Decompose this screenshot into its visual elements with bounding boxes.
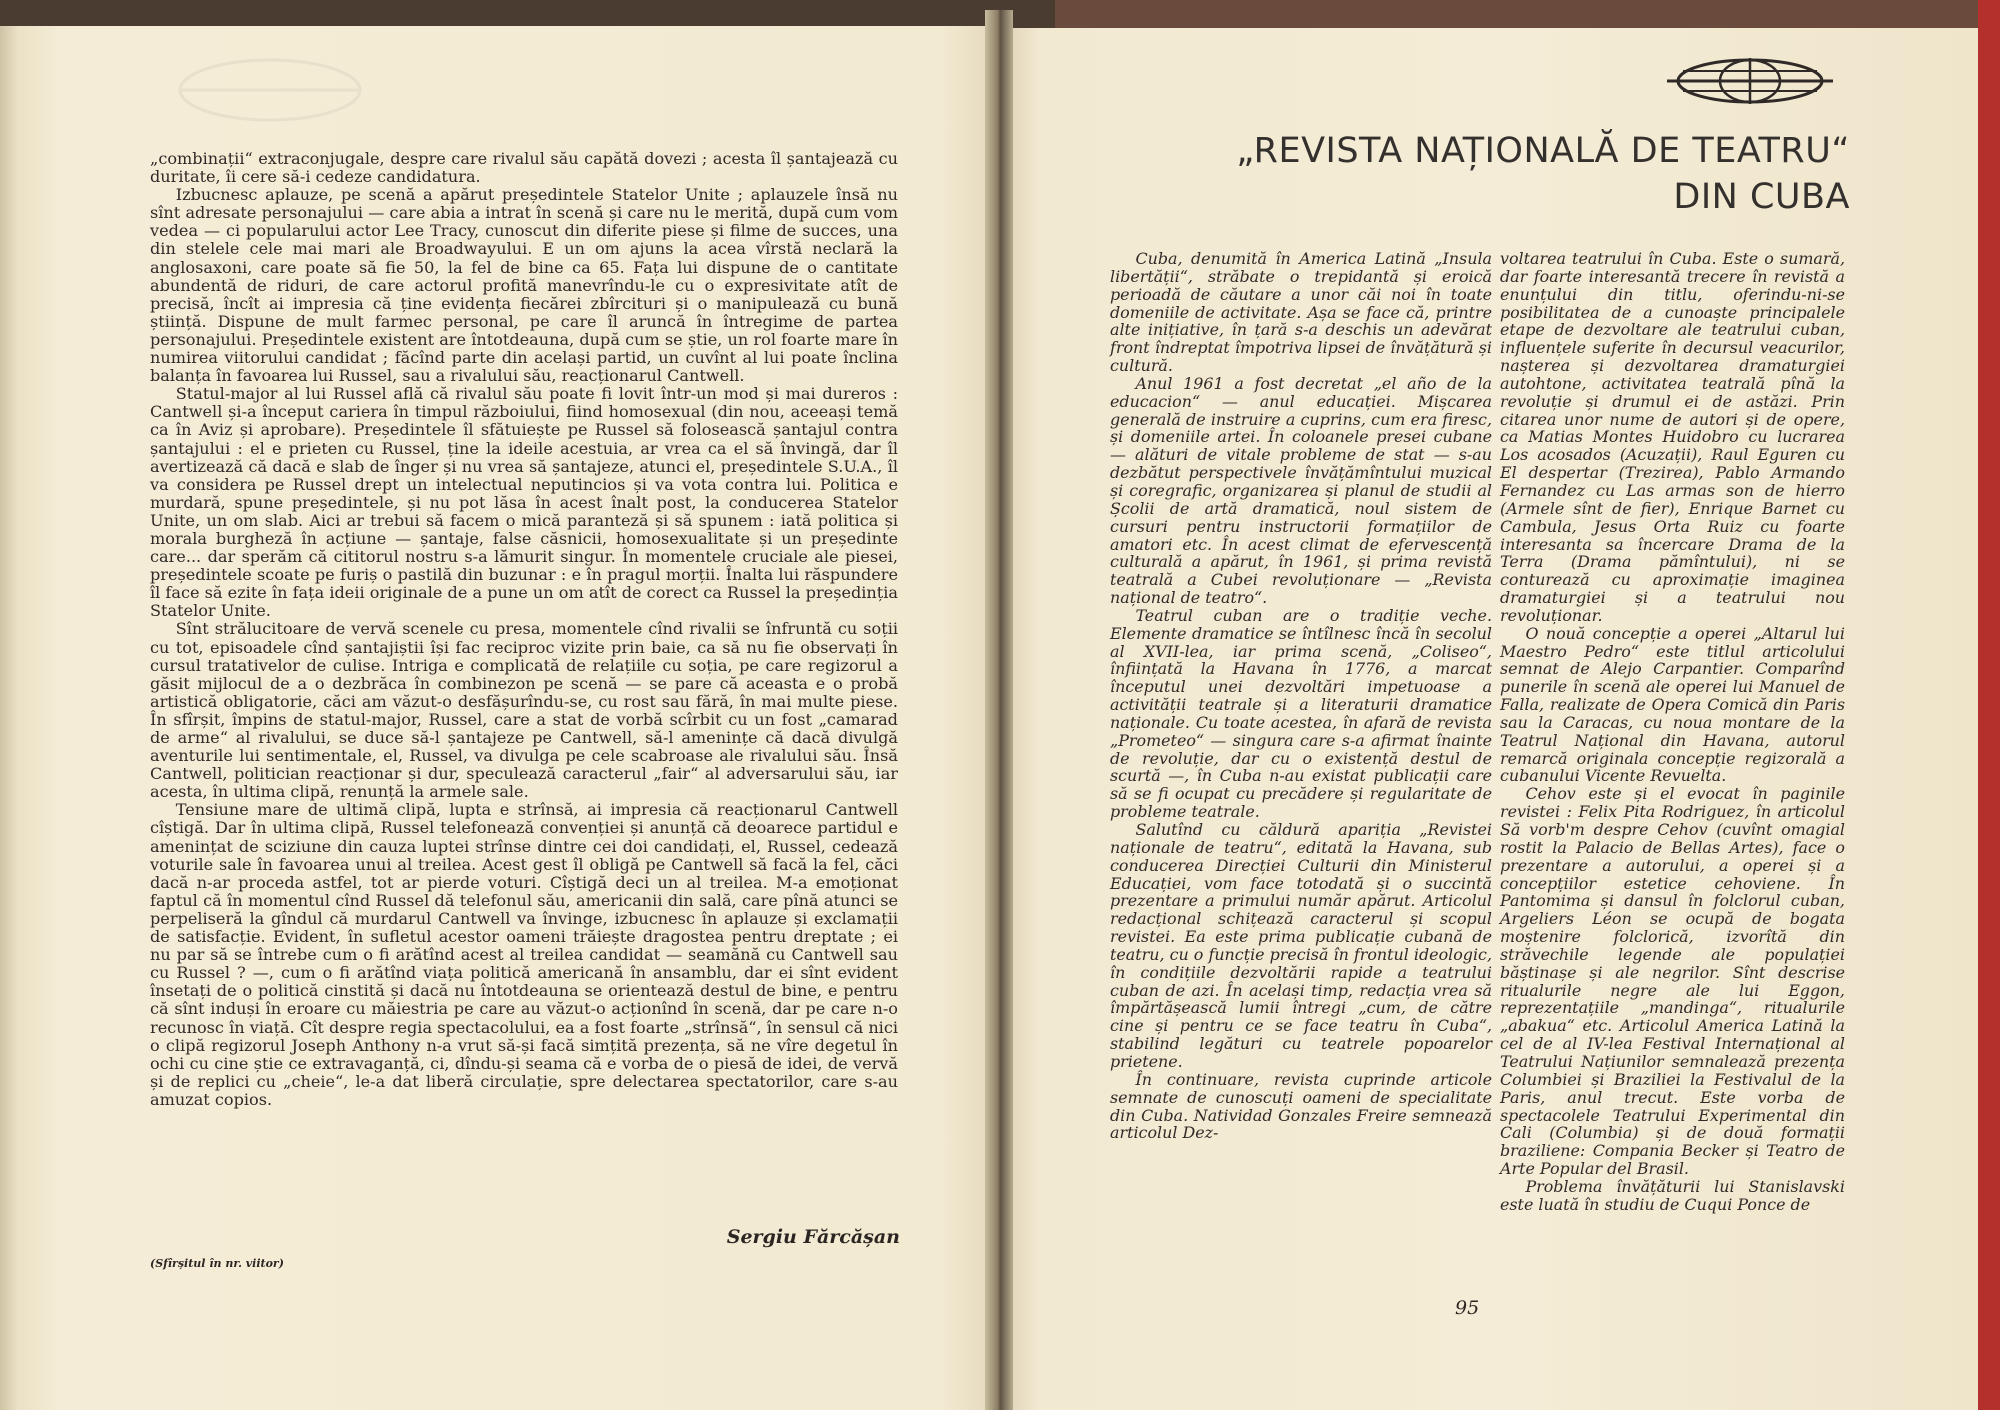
right-column-2 <box>1500 250 1845 1214</box>
paragraph: „combinații“ extraconjugale, despre care rivalul său capătă dovezi ; acesta îl șantajează cu duritate, îi cere să-i cedeze candidatura. <box>150 149 898 187</box>
paragraph: Teatrul cuban are o tradiție veche. Elemente dramatice se întîlnesc încă în secolul al XVII-lea, iar prima scenă, „Coliseo“, înființată la Havana în 1776, a marcat începutul unei dezvoltări impetuoase a activității teatrale și a literaturii dramatice naționale. Cu toate acestea, în afară de revista „Prometeo“ — singura care s-a afirmat înainte de revoluție, dar cu o existență destul de scurtă —, în Cuba n-au existat publicații care să se fi ocupat cu precădere și regularitate de probleme teatrale. <box>1110 605 1492 822</box>
book-gutter <box>985 10 1013 1410</box>
paragraph: Cehov este și el evocat în paginile revistei : Felix Pita Rodriguez, în articolul Să vorb'm despre Cehov (cuvînt omagial rostit la Palacio de Bellas Artes), face o prezentare a autorului, a operei și a concepțiilor estetice cehoviene. În Pantomima și dansul în folclorul cuban, Argeliers Léon se ocupă de bogata moștenire folclorică, izvorîtă din străvechile legende ale populației băștinașe și ale negrilor. Sînt descrise ritualurile negre ale lui Eggon, reprezentațiile „mandinga“, ritualurile „abakua“ etc. Articolul America Latină la cel de al IV-lea Festival Internațional al Teatrului Națiunilor semnalează prezența Columbiei și Braziliei la Festivalul de la Paris, anul trecut. Este vorba de spectacolele Teatrului Experimental din Cali (Columbia) și de două formații braziliene: Compania Becker și Teatro de Arte Popular del Brasil. <box>1500 784 1845 1179</box>
book-cover-spine <box>1978 0 2000 1410</box>
left-article-text <box>150 150 898 1109</box>
paragraph: Sînt strălucitoare de vervă scenele cu presa, momentele cînd rivalii se înfruntă cu soții cu tot, episoadele cînd șantajiștii își fac reciproc vizite prin baie, ca să nu fie observați în cursul tratativelor de culise. Intriga e complicată de relațiile cu soția, pe care regizorul a găsit mijlocul de a o dezbrăca în combinezon pe scenă — se pare că aceasta e o probă artistică obligatorie, căci am văzut-o desfășurîndu-se, cu rost sau fără, în mai multe piese. În sfîrșit, împins de statul-major, Russel, care a stat de vorbă scîrbit cu un fost „camarad de arme“ al rivalului, se duce să-l șantajeze pe Cantwell, să-l amenințe că dacă divulgă aventurile lui sentimentale, el, Russel, va divulga pe cele scabroase ale rivalului său. Însă Cantwell, politician reacționar și dur, speculează caracterul „fair“ al adversarului său, iar acesta, în ultima clipă, renunță la armele sale. <box>150 619 898 802</box>
article-title <box>1205 128 1850 220</box>
globe-emblem-icon <box>1665 56 1835 106</box>
paragraph: Izbucnesc aplauze, pe scenă a apărut președintele Statelor Unite ; aplauzele însă nu sînt adresate personajului — care abia a intrat în scenă și care nu le merită, după cum vom vedea — ci popularului actor Lee Tracy, cunoscut din diferite piese și filme de succes, una din stelele cele mai mari ale Broadwayului. E un om ajuns la acea vîrstă neclară la anglosaxoni, care poate să fie 50, la fel de bine ca 65. Fața lui dispune de o cantitate abundentă de riduri, de care actorul profită manevrîndu-le cu o expresivitate atît de precisă, încît ai impresia că ține evidența fiecărei zbîrcituri și o manipulează cu bună știință. Dispune de mult farmec personal, pe care îl aruncă în întregime de partea personajului. Președintele existent are întotdeauna, după cum se știe, un rol foarte mare în numirea viitorului candidat ; făcînd parte din același partid, un cuvînt al lui poate înclina balanța în favoarea lui Russel, sau a rivalului său, reacționarul Cantwell. <box>150 185 898 386</box>
paragraph: Cuba, denumită în America Latină „Insula libertății“, străbate o trepidantă și eroică perioadă de căutare a unor căi noi în toate domeniile de activitate. Așa se face că, printre alte inițiative, în țară s-a deschis un adevărat front îndreptat împotriva lipsei de învățătură și cultură. <box>1110 249 1492 376</box>
right-column-1 <box>1110 250 1492 1142</box>
page-number: 95 <box>1455 1297 1480 1319</box>
title-line-2: DIN CUBA <box>1673 177 1850 217</box>
paragraph: În continuare, revista cuprinde articole semnate de cunoscuți oameni de specialitate din Cuba. Natividad Gonzales Freire semnează articolul Dez- <box>1110 1069 1492 1143</box>
paragraph: Tensiune mare de ultimă clipă, lupta e strînsă, ai impresia că reacționarul Cantwell cîștigă. Dar în ultima clipă, Russel telefonează convenției și anunță că deoarece partidul e amenințat de sciziune din cauza luptei strînse dintre cei doi candidați, el, Russel, cedează voturile sale în favoarea unui al treilea. Acest gest îl obligă pe Cantwell să facă la fel, căci dacă n-ar proceda astfel, tot ar pierde voturi. Cîștigă deci un al treilea. M-a emoționat faptul că în momentul cînd Russel dă telefonul său, americanii din sală, care pînă atunci se perpeliseră la gîndul că murdarul Cantwell va învinge, izbucnesc în aplauze și exclamații de satisfacție. Evident, în sufletul acestor oameni trăiește dragostea pentru dreptate ; ei nu par să se întrebe cum o fi arătînd acest al treilea candidat — seamănă cu Cantwell sau cu Russel ? —, cum o fi arătînd viața politică americană în ansamblu, dar ei sînt evident însetați de o politică cinstită și dacă nu întotdeauna se orientează destul de bine, e pentru că sînt induși în eroare cu măiestria pe care au văzut-o acționînd în scenă, dar pe care n-o recunosc în viață. Cît despre regia spectacolului, ea a fost foarte „strînsă“, în sensul că nici o clipă regizorul Joseph Anthony n-a vrut să-și facă simțită prezența, să ne vîre degetul în ochi cu cine știe ce extravaganță, ci, dîndu-și seama că e vorba de o piesă de idei, de vervă și de replici cu „cheie“, le-a dat liberă circulație, spre delectarea spectatorilor, care s-au amuzat copios. <box>150 800 898 1109</box>
continued-note: (Sfîrșitul în nr. viitor) <box>150 1257 284 1270</box>
author-signature: Sergiu Fărcășan <box>726 1226 900 1248</box>
paragraph: Anul 1961 a fost decretat „el año de la educacion“ — anul educației. Mișcarea generală de instruire a cuprins, cum era firesc, și domeniile artei. În coloanele presei cubane — alături de vitale probleme de stat — s-au dezbătut perspectivele învățămîntului muzical și coregrafic, organizarea și planul de studii al Școlii de artă dramatică, noul sistem de cursuri pentru instructorii formațiilor de amatori etc. În acest climat de efervescență culturală a apărut, în 1961, și prima revistă teatrală a Cubei revoluționare — „Revista național de teatro“. <box>1110 373 1492 608</box>
paragraph: O nouă concepție a operei „Altarul lui Maestro Pedro“ este titlul articolului semnat de Alejo Carpantier. Comparînd punerile în scenă ale operei lui Manuel de Falla, realizate de Opera Comică din Paris sau la Caracas, cu noua montare de la Teatrul Național din Havana, autorul remarcă originala concepție regizorală a cubanului Vicente Revuelta. <box>1500 623 1845 786</box>
paragraph: Statul-major al lui Russel află că rivalul său poate fi lovit într-un mod și mai dureros : Cantwell și-a început cariera în timpul războiului, fiind homosexual (din nou, aceeași temă ca în Aviz și aprobare). Președintele îl sfătuiește pe Russel să folosească șantajul contra șantajului : el e prieten cu Russel, ține la ideile acestuia, ar vrea ca el să învingă, dar îl avertizează că dacă e slab de înger și nu vrea să șantajeze, atunci el, președintele S.U.A., îl va considera pe Russel drept un intelectual neputincios și va vota contra lui. Politica e murdară, spune președintele, și nu pot lăsa în acest înalt post, la conducerea Statelor Unite, un om slab. Aici ar trebui să facem o mică paranteză și să spunem : iată politica și morala burgheză în acțiune — șantaje, false căsnicii, homosexualitate și un președinte care... dar sperăm că cititorul nostru s-a lămurit singur. În momentele cruciale ale piesei, președintele scoate pe furiș o pastilă din buzunar : e în pragul morții. Înalta lui răspundere îl face să ezite în fața ideii originale de a pune un om atît de corect ca Russel la președinția Statelor Unite. <box>150 384 898 621</box>
faint-emblem-icon <box>175 55 365 125</box>
title-line-1: „REVISTA NAȚIONALĂ DE TEATRU“ <box>1236 131 1850 171</box>
paragraph: voltarea teatrului în Cuba. Este o sumară, dar foarte interesantă trecere în revistă a enunțului din titlu, oferindu-ni-se posibilitatea de a cunoaște principalele etape de dezvoltare ale teatrului cuban, influențele suferite în decursul veacurilor, nașterea și dezvoltarea dramaturgiei autohtone, activitatea teatrală pînă la revoluție și drumul ei de astăzi. Prin citarea unor nume de autori și de opere, ca Matias Montes Huidobro cu lucrarea Los acosados (Acuzații), Raul Eguren cu El despertar (Trezirea), Pablo Armando Fernandez cu Las armas son de hierro (Armele sînt de fier), Enrique Barnet cu Cambula, Jesus Orta Ruiz cu foarte interesanta sa încercare Drama de la Terra (Drama pămîntului), ni se conturează cu aproximație imaginea dramaturgiei și a teatrului nou revoluționar. <box>1500 249 1845 625</box>
paragraph: Salutînd cu căldură apariția „Revistei naționale de teatru“, editată la Havana, sub conducerea Direcției Culturii din Ministerul Educației, vom face totodată și o succintă prezentare a primului număr apărut. Articolul redacțional schițează caracterul și scopul revistei. Ea este prima publicație cubană de teatru, cu o funcție precisă în frontul ideologic, în condițiile dezvoltării rapide a teatrului cuban de azi. În același timp, redacția vrea să împărtășească lumii întregi „cum, de către cine și pentru ce se face teatru în Cuba“, stabilind legături cu teatrele popoarelor prietene. <box>1110 820 1492 1071</box>
book-cover-edge <box>1055 0 2000 30</box>
paragraph: Problema învățăturii lui Stanislavski este luată în studiu de Cuqui Ponce de <box>1500 1176 1845 1214</box>
